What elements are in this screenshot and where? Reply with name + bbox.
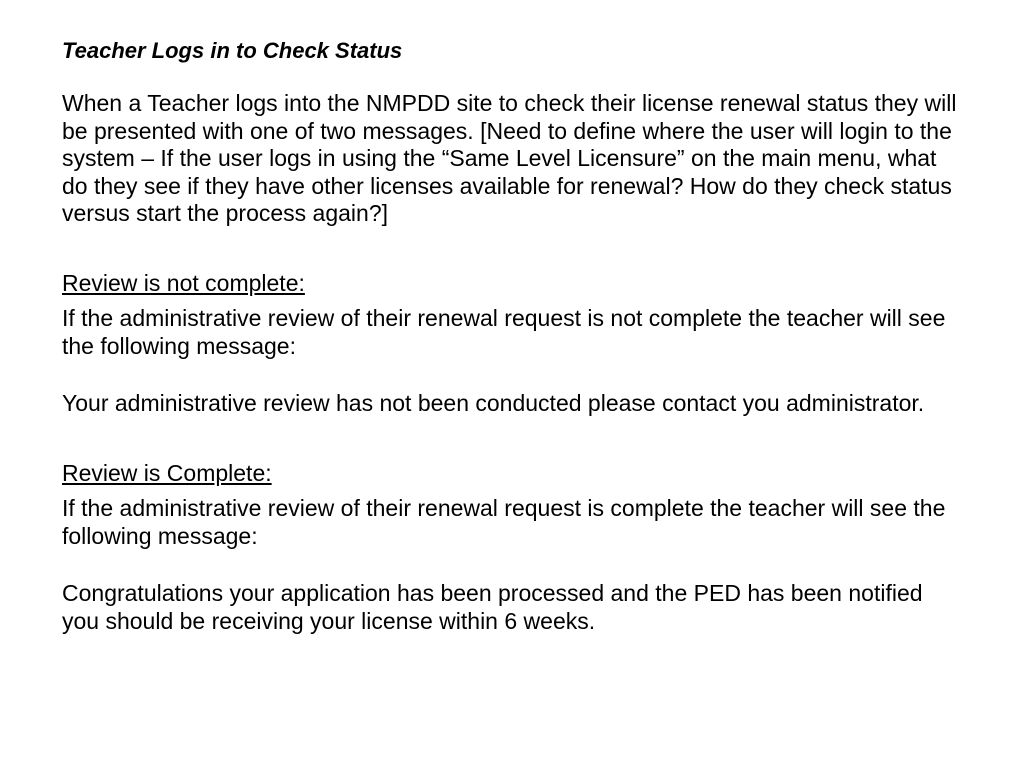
document-title: Teacher Logs in to Check Status bbox=[62, 38, 403, 63]
section-description-not-complete: If the administrative review of their renewal request is not complete the teacher will see the following message: bbox=[62, 305, 946, 359]
message-not-complete: Your administrative review has not been conducted please contact you administrator. bbox=[62, 390, 925, 416]
section-description-complete: If the administrative review of their renewal request is complete the teacher will see the following message: bbox=[62, 495, 946, 549]
document-body bbox=[62, 34, 962, 635]
section-heading-complete: Review is Complete: bbox=[62, 459, 272, 486]
section-heading-not-complete: Review is not complete: bbox=[62, 269, 305, 296]
message-complete: Congratulations your application has been processed and the PED has been notified you should be receiving your license within 6 weeks. bbox=[62, 580, 923, 634]
intro-paragraph: When a Teacher logs into the NMPDD site to check their license renewal status they will be presented with one of two messages. [Need to define where the user will login to the system – If the user logs in using the “Same Level Licensure” on the main menu, what do they see if they have other licenses available for renewal? How do they check status versus start the process again?] bbox=[62, 90, 957, 226]
